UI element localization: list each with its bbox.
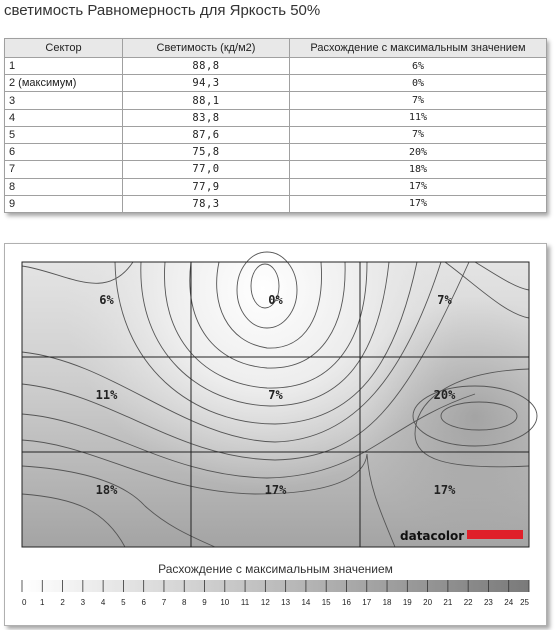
uniformity-figure-svg [5,244,546,625]
legend-tick-label: 8 [182,598,187,607]
legend-tick-label: 16 [342,598,351,607]
table-row [5,144,547,161]
legend-tick-label: 25 [520,598,529,607]
datacolor-logo-bar [467,530,523,539]
legend-tick-label: 12 [260,598,270,607]
cell-luminance: 75,8 [123,144,290,161]
cell-deviation: 7% [290,92,547,109]
cell-luminance: 88,8 [123,58,290,75]
cell-luminance: 94,3 [123,75,290,92]
legend-tick-label: 17 [362,598,372,607]
legend-tick-label: 15 [321,598,331,607]
sector-label: 17% [433,483,456,497]
cell-sector: 5 [5,126,123,143]
sector-label: 7% [268,388,283,402]
legend-tick-label: 6 [141,598,146,607]
cell-luminance: 83,8 [123,109,290,126]
sector-label: 18% [95,483,118,497]
column-header-luminance: Светимость (кд/м2) [123,39,290,58]
legend-tick-label: 14 [301,598,311,607]
cell-sector: 4 [5,109,123,126]
cell-deviation: 11% [290,109,547,126]
sector-label: 7% [437,293,452,307]
cell-luminance: 78,3 [123,195,290,212]
legend-tick-label: 21 [443,598,453,607]
table-row [5,195,547,212]
column-header-sector: Сектор [5,39,123,58]
cell-deviation: 17% [290,178,547,195]
cell-deviation: 7% [290,126,547,143]
legend-tick-label: 22 [463,598,473,607]
sector-label: 11% [95,388,118,402]
legend-tick-label: 4 [100,598,106,607]
cell-sector: 9 [5,195,123,212]
table-row [5,161,547,178]
uniformity-table-container [4,38,546,213]
cell-luminance: 88,1 [123,92,290,109]
sector-label: 0% [268,293,283,307]
cell-deviation: 6% [290,58,547,75]
legend-tick-label: 5 [121,598,126,607]
legend-tick-label: 1 [40,598,45,607]
legend-tick-label: 10 [220,598,230,607]
legend-tick-label: 24 [504,598,514,607]
legend-tick-label: 11 [240,598,250,607]
uniformity-table [4,38,547,213]
legend-tick-label: 0 [22,598,27,607]
sector-label: 20% [433,388,456,402]
table-row [5,178,547,195]
legend-tick-label: 2 [60,598,65,607]
cell-sector: 3 [5,92,123,109]
datacolor-logo-text: datacolor [400,529,465,543]
legend-title: Расхождение с максимальным значением [158,562,393,576]
table-body [5,58,547,213]
legend-tick-label: 3 [80,598,86,607]
cell-luminance: 87,6 [123,126,290,143]
cell-sector: 7 [5,161,123,178]
cell-deviation: 20% [290,144,547,161]
cell-luminance: 77,9 [123,178,290,195]
table-row [5,75,547,92]
cell-luminance: 77,0 [123,161,290,178]
uniformity-figure [4,243,547,626]
legend-tick-label: 7 [161,598,167,607]
cell-deviation: 18% [290,161,547,178]
cell-deviation: 17% [290,195,547,212]
sector-label: 17% [264,483,287,497]
page-title: светимость Равномерность для Яркость 50% [4,2,321,19]
heatmap-area [22,252,537,547]
legend-tick-label: 18 [382,598,392,607]
table-row [5,126,547,143]
cell-sector: 2 (максимум) [5,75,123,92]
table-row [5,92,547,109]
cell-sector: 6 [5,144,123,161]
legend-tick-label: 20 [423,598,433,607]
column-header-deviation: Расхождение с максимальным значением [290,39,547,58]
table-header-row [5,39,547,58]
cell-sector: 8 [5,178,123,195]
legend-tick-label: 13 [281,598,291,607]
legend-color-bar [22,580,529,592]
legend-tick-label: 9 [202,598,207,607]
cell-deviation: 0% [290,75,547,92]
cell-sector: 1 [5,58,123,75]
legend-tick-label: 19 [402,598,412,607]
legend-scale [22,580,530,607]
table-row [5,109,547,126]
legend-tick-labels [22,598,530,607]
legend-tick-label: 23 [483,598,493,607]
sector-label: 6% [99,293,114,307]
table-row [5,58,547,75]
